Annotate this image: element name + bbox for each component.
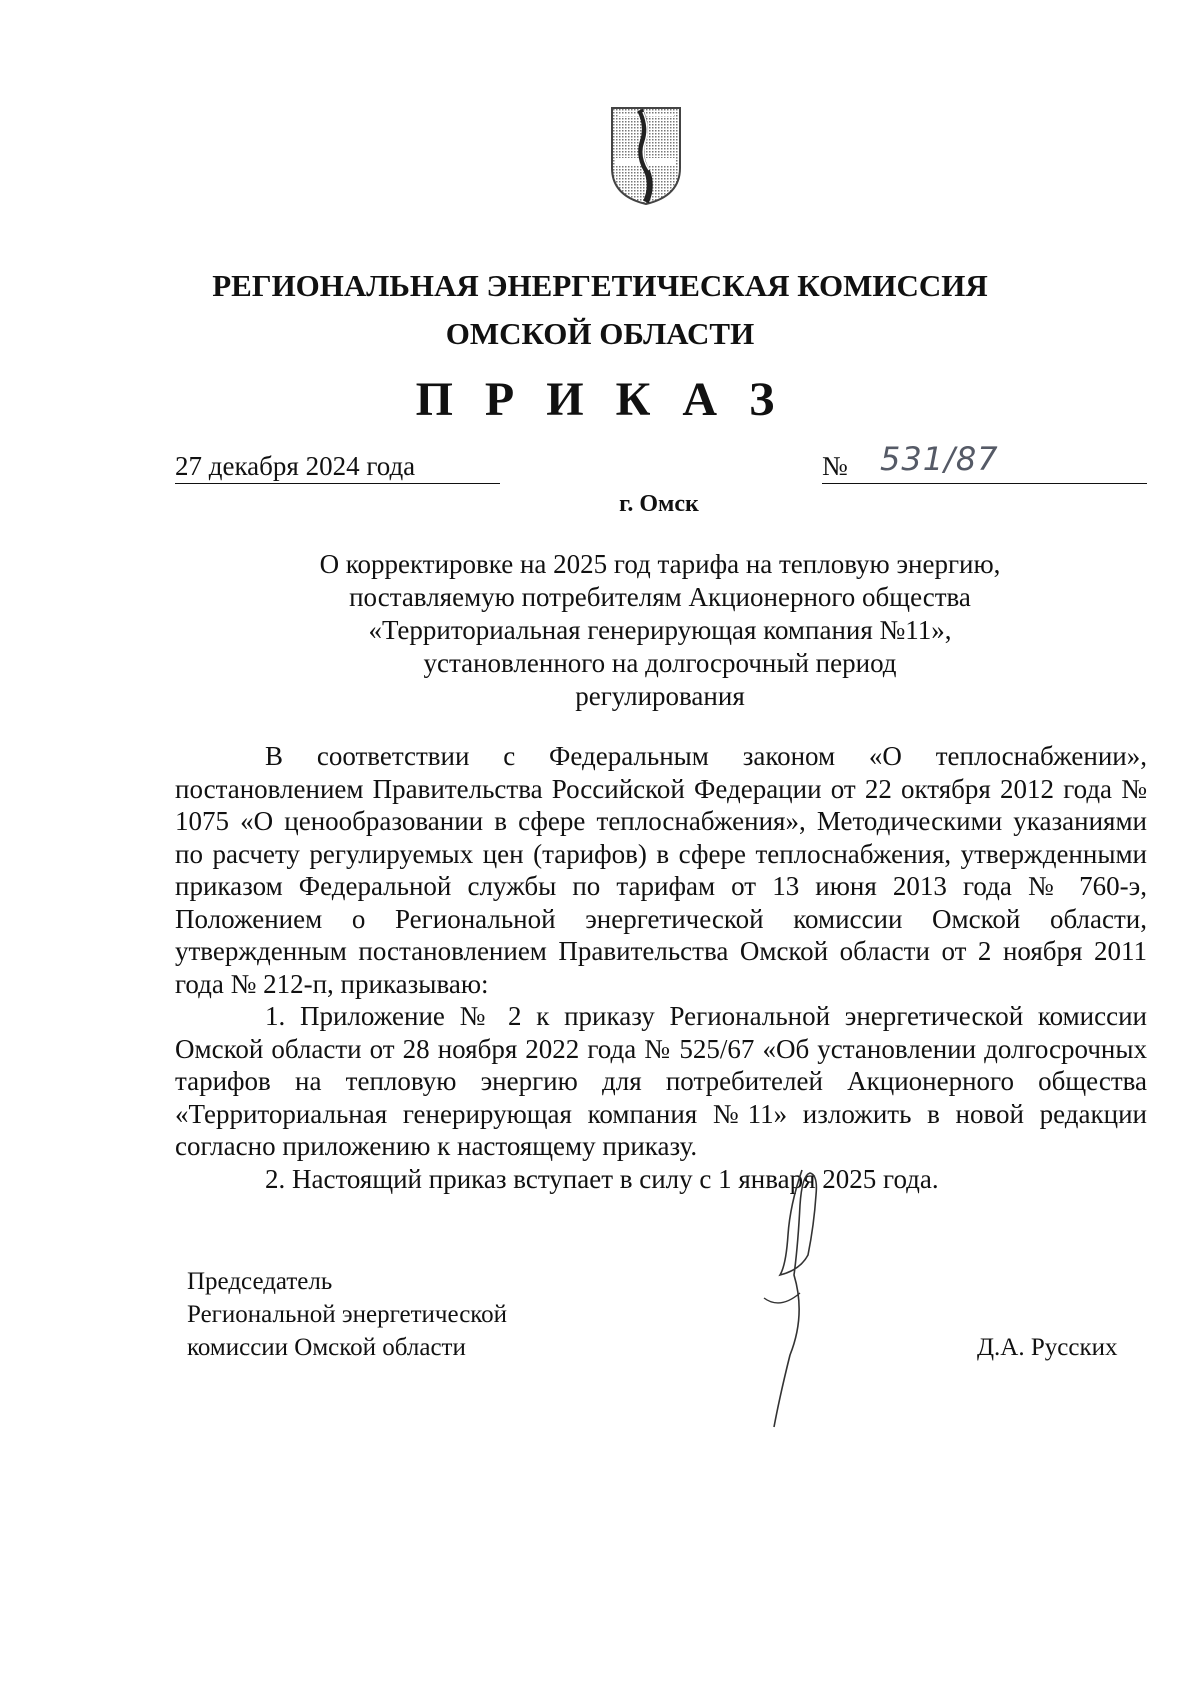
subject-line1: О корректировке на 2025 год тарифа на тепловую энергию, — [319, 549, 1001, 579]
order-number-label: № — [822, 451, 848, 481]
order-number-handwritten: 531/87 — [880, 440, 999, 478]
signer-position — [187, 1265, 507, 1364]
subject-line2: поставляемую потребителям Акционерного общества — [349, 582, 971, 612]
subject-line4: установленного на долгосрочный период — [423, 648, 897, 678]
order-item-1: 1. Приложение № 2 к приказу Региональной энергетической комиссии Омской области от 28 ноября 2022 года № 525/67 «Об установлении долгосрочных тарифов на тепловую энергию для потребителей Акционерного общества «Территориальная генерирующая компания №11» изложить в новой редакции согласно приложению к настоящему приказу. — [175, 1001, 1147, 1161]
subject-line5: регулирования — [575, 681, 745, 711]
signer-name: Д.А. Русских — [977, 1334, 1118, 1361]
signer-position-line2: Региональной энергетической — [187, 1301, 508, 1328]
order-subject — [250, 548, 1070, 713]
organization-name-line1: РЕГИОНАЛЬНАЯ ЭНЕРГЕТИЧЕСКАЯ КОМИССИЯ — [212, 268, 988, 303]
preamble-paragraph: В соответствии с Федеральным законом «О теплоснабжении», постановлением Правительства Российской Федерации от 22 октября 2012 года № 1075 «О ценообразовании в сфере теплоснабжения», Методическими указаниями по расчету регулируемых цен (тарифов) в сфере теплоснабжения, утвержденными приказом Федеральной службы по тарифам от 13 июня 2013 года № 760-э, Положением о Региональной энергетической комиссии Омской области, утвержденным постановлением Правительства Омской области от 2 ноября 2011 года № 212-п, приказываю: — [175, 741, 1147, 999]
signer-position-line1: Председатель — [187, 1268, 333, 1295]
organization-name — [0, 262, 1200, 358]
coat-of-arms-icon — [610, 106, 682, 206]
signer-position-line3: комиссии Омской области — [187, 1334, 466, 1361]
city: г. Омск — [619, 491, 699, 517]
document-title: П Р И К А З — [415, 373, 785, 426]
handwritten-signature — [750, 1165, 870, 1430]
organization-name-line2: ОМСКОЙ ОБЛАСТИ — [445, 316, 755, 351]
order-number-underline — [822, 483, 1147, 484]
order-item-2: 2. Настоящий приказ вступает в силу с 1 января 2025 года. — [265, 1163, 939, 1194]
order-body — [175, 740, 1147, 1195]
subject-line3: «Территориальная генерирующая компания №11», — [368, 615, 952, 645]
order-date: 27 декабря 2024 года — [175, 449, 500, 484]
